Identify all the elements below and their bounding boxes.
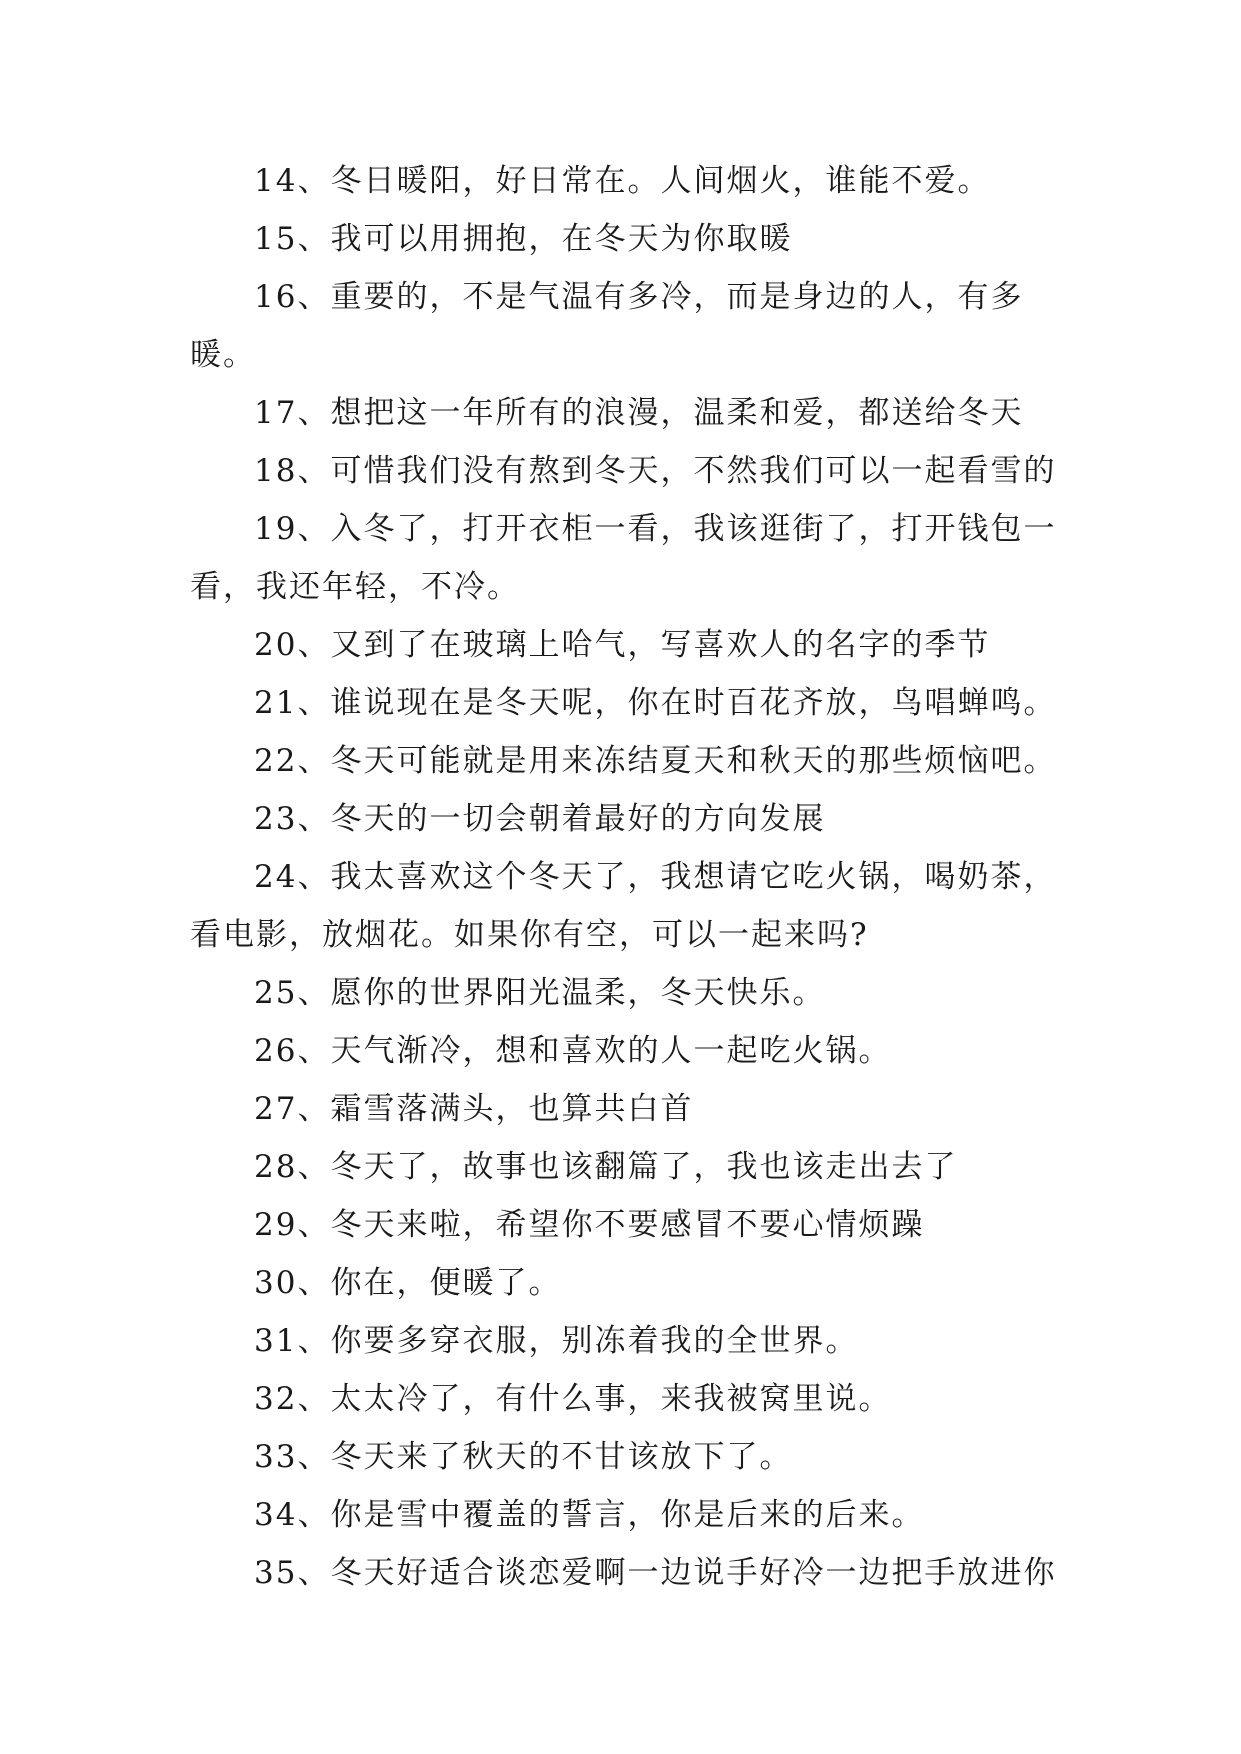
list-item: 17、想把这一年所有的浪漫，温柔和爱，都送给冬天	[254, 395, 1024, 431]
list-item: 27、霜雪落满头，也算共白首	[254, 1091, 694, 1127]
list-item: 21、谁说现在是冬天呢，你在时百花齐放，鸟唱蝉鸣。	[254, 685, 1057, 721]
document-body	[190, 152, 1070, 1602]
list-item: 23、冬天的一切会朝着最好的方向发展	[254, 801, 826, 837]
list-item: 35、冬天好适合谈恋爱啊一边说手好冷一边把手放进你	[254, 1555, 1057, 1591]
list-item: 19、入冬了，打开衣柜一看，我该逛街了，打开钱包一看，我还年轻，不冷。	[190, 511, 1057, 605]
list-item: 29、冬天来啦，希望你不要感冒不要心情烦躁	[254, 1207, 925, 1243]
list-item: 30、你在，便暖了。	[254, 1265, 562, 1301]
list-item: 25、愿你的世界阳光温柔，冬天快乐。	[254, 975, 826, 1011]
list-item: 14、冬日暖阳，好日常在。人间烟火，谁能不爱。	[254, 163, 991, 199]
list-item: 26、天气渐冷，想和喜欢的人一起吃火锅。	[254, 1033, 892, 1069]
list-item: 15、我可以用拥抱，在冬天为你取暖	[254, 221, 793, 257]
list-item: 16、重要的，不是气温有多冷，而是身边的人，有多暖。	[190, 279, 1024, 373]
list-item: 28、冬天了，故事也该翻篇了，我也该走出去了	[254, 1149, 958, 1185]
list-item: 33、冬天来了秋天的不甘该放下了。	[254, 1439, 793, 1475]
list-item: 34、你是雪中覆盖的誓言，你是后来的后来。	[254, 1497, 925, 1533]
list-item: 22、冬天可能就是用来冻结夏天和秋天的那些烦恼吧。	[254, 743, 1057, 779]
list-item: 32、太太冷了，有什么事，来我被窝里说。	[254, 1381, 892, 1417]
list-item: 24、我太喜欢这个冬天了，我想请它吃火锅，喝奶茶，看电影，放烟花。如果你有空，可以一起来吗?	[190, 859, 1057, 953]
list-item: 20、又到了在玻璃上哈气，写喜欢人的名字的季节	[254, 627, 991, 663]
list-item: 18、可惜我们没有熬到冬天，不然我们可以一起看雪的	[254, 453, 1057, 489]
list-item: 31、你要多穿衣服，别冻着我的全世界。	[254, 1323, 859, 1359]
